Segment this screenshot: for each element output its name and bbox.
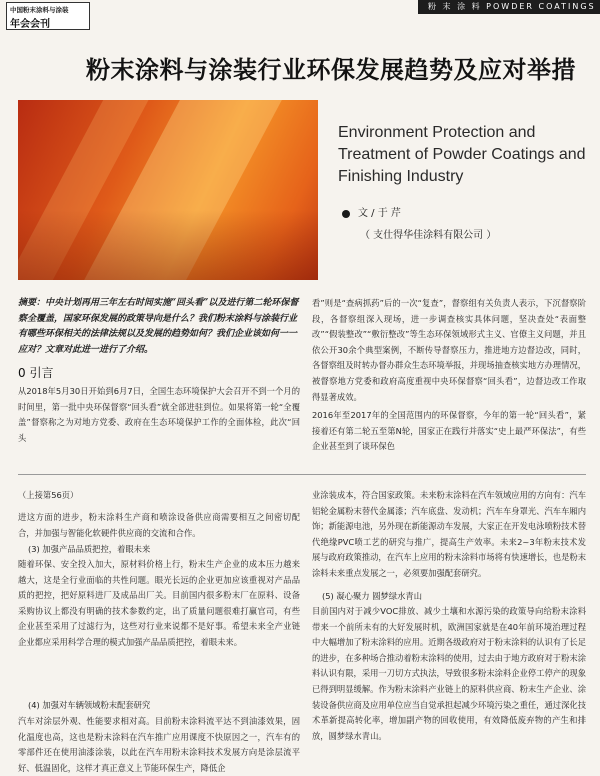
graphic-shade <box>18 210 318 280</box>
right-paragraph-4: 目前国内对于减少VOC排放、减少土壤和水源污染的政策导向给粉末涂料带来一个前所未有的大好发展时机，欧洲国家就是在40年前环境治理过程中大幅增加了粉末涂料的应用。近期各级政府对于粉末涂料的认识有了长足的进步，在多种场合推动着粉末涂料的使用，过去由于地方政府对于粉末涂料认识有限，采用一刀切方式执法，导致很多粉末涂料企业停工停产的现象已得到明显缓解。作为粉末涂料产业链上的原料供应商、粉末生产企业、涂装设备供应商及应用单位应当自觉承担起减少环境污染之重任，通过深化技术革新提高转化率，增加副产物的回收使用，有效降低废弃物的产生和排放，圆梦绿水青山。 <box>312 606 586 741</box>
orange-abstract-graphic <box>18 100 318 280</box>
abstract: 摘要：中央计划再用三年左右时间实施“回头看”以及进行第二轮环保督察全覆盖，国家环保发展的政策导向是什么？我们粉末涂料与涂装行业有哪些环保相关的法律法规以及发展的趋势如何？我们企业该如何一一应对？文章对此进一进行了介绍。 <box>18 298 299 355</box>
right-paragraph-1: 看”则是“查病抓药”后的一次“复查”，督察组有关负责人表示，下沉督察阶段，各督察组深入现场，进一步调查核实具体问题，坚决查处“表面整改”“假装整改”“敷衍整改”等生态环保领域形式主义、官僚主义问题，并且依公开30余个典型案例，不断传导督察压力，推进地方边督边改，同时，各督察组及时转办督办群众生态环境举报，并现场抽查核实地方办理情况，被督察地方党委和政府高度重视中央环保督察“回头看”，边督边改工作取得显著成效。 <box>312 298 586 402</box>
section-heading-intro: 0 引言 <box>18 366 54 380</box>
author: 文 / 于 芹 <box>358 208 401 219</box>
subheading-automotive: (4) 加强对车辆领域粉末配套研究 <box>28 700 151 710</box>
right-paragraph-3: 业涂装成本，符合国家政策。未来粉末涂料在汽车领域应用的方向有：汽车铝轮金属粉末替代金属漆；汽车底盘、发动机；汽车车身罩光、汽车车厢内饰；新能源电池，另外现在新能源动车发展，大家正在开发电泳喷粉技术替代绝缘PVC喷工艺的研究与推广，提高生产效率。未来2~3年粉末技术发展与政府政策推动，在汽车上应用的粉末涂料市场将有快速增长，也是粉末涂料未来重点发展之一，必须要加强配套研究。 <box>312 490 586 578</box>
magazine-issue: 年会会刊 <box>10 19 50 30</box>
right-paragraph-2: 2016年至2017年的全国范围内的环保督察，今年的第一轮“回头看”，紧接着还有第二轮五至第N轮，国家正在践行并落实“史上最严环保法”，有些企业甚至到了谈环保色 <box>312 410 586 452</box>
intro-paragraph: 从2018年5月30日开始到6月7日，全国生态环境保护大会召开不到一个月的时间里，第一批中央环保督察“回头看”就全部进驻到位。如果将第一轮“全覆盖”督察称之为对地方党委、政府在生态环境保护工作的全面体检，此次“回头 <box>18 386 300 443</box>
subheading-green: (5) 凝心聚力 圆梦绿水青山 <box>322 591 422 601</box>
page-divider <box>18 474 586 475</box>
affiliation: （ 支仕得华佳涂料有限公司 ） <box>360 230 497 241</box>
left-paragraph-1: 进这方面的进步，粉末涂料生产商和喷涂设备供应商需要相互之间密切配合，并加强与智能化软硬件供应商的交流和合作。 <box>18 512 300 538</box>
continued-from-label: （上接第56页） <box>18 490 79 500</box>
author-bullet-icon <box>342 210 350 218</box>
left-paragraph-3: 汽车对涂层外观、性能要求相对高。目前粉末涂料流平达不到油漆效果，固化温度也高，这也是粉末涂料在汽车推广应用课度不快原因之一，汽车有的零部件还在使用油漆涂装，以此在汽车用粉末涂料技术发展方向是涂层流平好、低温固化，这样才真正意义上节能环保生产，降低企 <box>18 716 300 773</box>
subheading-quality: (3) 加强产品品质把控，着眼未来 <box>28 544 151 554</box>
article-title-cn: 粉末涂料与涂装行业环保发展趋势及应对举措 <box>86 56 576 84</box>
magazine-name: 中国粉末涂料与涂装 <box>10 6 69 14</box>
magazine-badge <box>6 2 90 30</box>
article-title-en: Environment Protection and Treatment of Powder Coatings and Finishing Industry <box>338 124 586 185</box>
left-paragraph-2: 随着环保、安全投入加大，原材料价格上行，粉末生产企业的成本压力越来越大，这是全行业面临的共性问题。眼光长远的企业更加应该重视对产品品质的把控，把好原料进厂及成品出厂关。目前国内很多粉末厂在原料、设备采购协议上都没有明确的技术参数约定，出了质量问题很难打赢官司，有些企业甚至采用了过滤行为，这些对行业来说都不是好事。希望未来全产业链企业都应采用科学合理的模式加强产品品质把控，着眼未来。 <box>18 559 300 647</box>
column-label: 粉 末 涂 料 POWDER COATINGS <box>418 0 600 14</box>
